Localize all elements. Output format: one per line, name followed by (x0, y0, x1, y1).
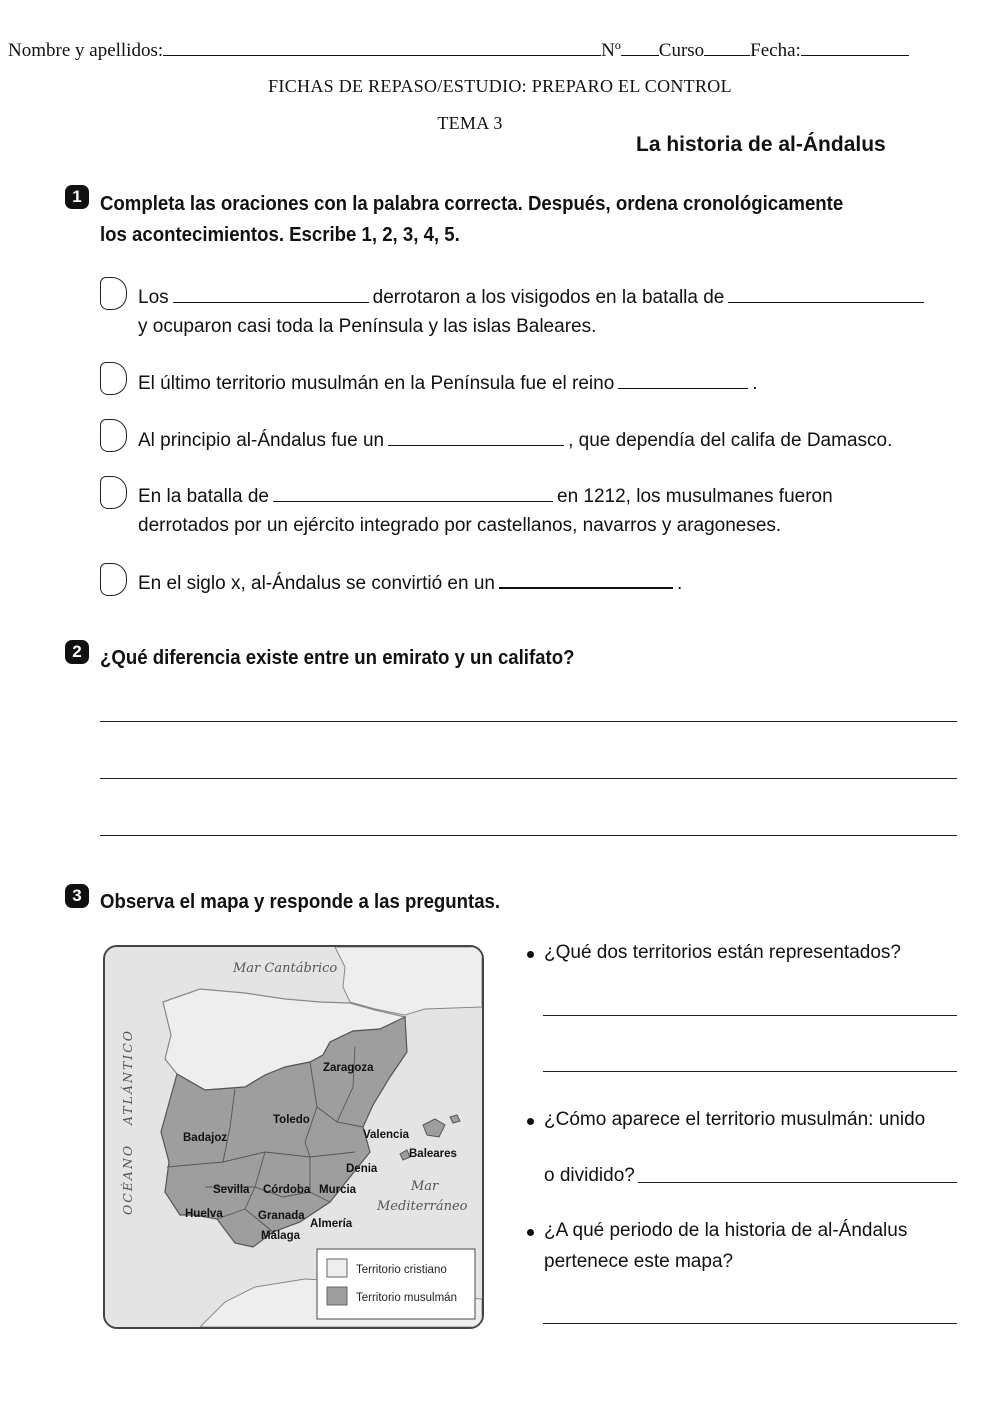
city-valencia: Valencia (363, 1129, 410, 1141)
sentence-5-part-a: En el siglo x, al-Ándalus se convirtió en un (138, 573, 495, 594)
q3-bullet-3-line-2: pertenece este mapa? (544, 1251, 734, 1272)
sentence-2-part-a: El último territorio musulmán en la Península fue el reino (138, 373, 615, 394)
q3-bullet-2-line-2: o dividido? (544, 1165, 635, 1186)
city-denia: Denia (346, 1163, 378, 1175)
legend-muslim-label: Territorio musulmán (356, 1292, 457, 1304)
course-label: Curso (658, 40, 705, 61)
city-cordoba: Córdoba (263, 1184, 311, 1196)
city-almeria: Almería (310, 1218, 353, 1230)
city-malaga: Málaga (261, 1230, 300, 1242)
bullet-dot-icon (527, 951, 534, 958)
sentence-4-part-a: En la batalla de (138, 486, 269, 507)
sentence-2 (138, 369, 758, 398)
question-1-prompt-line-1: Completa las oraciones con la palabra correcta. Después, ordena cronológicamente (100, 193, 844, 215)
city-granada: Granada (258, 1210, 305, 1222)
sentence-5 (138, 569, 682, 598)
sentence-4-part-c: derrotados por un ejército integrado por castellanos, navarros y aragoneses. (138, 515, 782, 536)
order-box-3[interactable] (100, 419, 127, 452)
label-med-1: Mar (411, 1179, 439, 1194)
sentence-4-part-b: en 1212, los musulmanes fueron (557, 486, 833, 507)
legend-christian-label: Territorio cristiano (356, 1264, 447, 1276)
question-2-number: 2 (65, 640, 89, 664)
city-sevilla: Sevilla (213, 1184, 250, 1196)
q3-bullet-2-line-1: ¿Cómo aparece el territorio musulmán: unido (544, 1109, 926, 1130)
sentence-3-part-a: Al principio al-Ándalus fue un (138, 430, 385, 451)
sentence-1-part-a: Los (138, 287, 169, 308)
answer-line[interactable] (100, 721, 957, 722)
order-box-5[interactable] (100, 563, 127, 596)
sentence-4-blank[interactable] (273, 500, 553, 502)
sentence-2-part-b: . (752, 373, 758, 394)
sentence-1-part-c: y ocuparon casi toda la Península y las islas Baleares. (138, 316, 597, 337)
sentence-2-blank[interactable] (618, 387, 748, 389)
question-3-number: 3 (65, 884, 89, 908)
order-box-1[interactable] (100, 277, 127, 310)
sentence-1-part-b: derrotaron a los visigodos en la batalla de (372, 287, 725, 308)
label-ocean-2: ATLÁNTICO (120, 1028, 135, 1125)
date-blank[interactable] (801, 54, 909, 56)
course-blank[interactable] (704, 54, 750, 56)
order-box-4[interactable] (100, 476, 127, 509)
answer-line[interactable] (543, 1015, 957, 1016)
sentence-1-blank-2[interactable] (728, 301, 924, 303)
answer-line[interactable] (100, 835, 957, 836)
label-cantabrian-sea: Mar Cantábrico (233, 961, 338, 976)
city-huelva: Huelva (185, 1208, 223, 1220)
sentence-3 (138, 426, 892, 455)
bullet-dot-icon (527, 1229, 534, 1236)
sentence-5-part-b: . (676, 573, 683, 594)
sentence-1 (138, 283, 928, 341)
student-info-line (8, 40, 909, 62)
question-3-prompt: Observa el mapa y responde a las preguntas. (100, 891, 501, 913)
unit-label: TEMA 3 (437, 113, 503, 133)
name-blank[interactable] (163, 54, 601, 56)
name-label: Nombre y apellidos: (8, 40, 164, 61)
order-box-2[interactable] (100, 362, 127, 395)
date-label: Fecha: (750, 40, 801, 61)
sentence-3-part-b: , que dependía del califa de Damasco. (568, 430, 893, 451)
number-label: Nº (601, 40, 621, 61)
city-badajoz: Badajoz (183, 1132, 228, 1144)
answer-line[interactable] (100, 778, 957, 779)
label-med-2: Mediterráneo (377, 1199, 468, 1214)
city-murcia: Murcia (319, 1184, 357, 1196)
answer-line[interactable] (543, 1071, 957, 1072)
answer-line[interactable] (638, 1182, 957, 1183)
city-toledo: Toledo (273, 1114, 310, 1126)
question-1-prompt (100, 189, 843, 251)
sentence-4 (138, 482, 833, 540)
legend-swatch-muslim (327, 1287, 347, 1305)
number-blank[interactable] (621, 54, 659, 56)
label-ocean-1: OCÉANO (120, 1143, 135, 1215)
answer-line[interactable] (543, 1323, 957, 1324)
city-baleares: Baleares (409, 1148, 457, 1160)
historical-map (103, 945, 484, 1329)
q3-bullet-3-line-1: ¿A qué periodo de la historia de al-Ándalus (544, 1220, 908, 1241)
legend-swatch-christian (327, 1259, 347, 1277)
sentence-5-blank[interactable] (499, 586, 673, 589)
sentence-3-blank[interactable] (388, 444, 564, 446)
question-1-number: 1 (65, 185, 89, 209)
worksheet-title: FICHAS DE REPASO/ESTUDIO: PREPARO EL CONTROL (268, 76, 732, 96)
map-graphic (105, 947, 482, 1327)
question-1-prompt-line-2: los acontecimientos. Escribe 1, 2, 3, 4, 5. (100, 224, 460, 246)
sentence-1-blank-1[interactable] (173, 301, 369, 303)
topic-title: La historia de al-Ándalus (636, 133, 886, 156)
question-2-prompt: ¿Qué diferencia existe entre un emirato y un califato? (100, 647, 575, 669)
q3-bullet-1: ¿Qué dos territorios están representados? (544, 942, 901, 963)
bullet-dot-icon (527, 1118, 534, 1125)
city-zaragoza: Zaragoza (323, 1062, 374, 1074)
